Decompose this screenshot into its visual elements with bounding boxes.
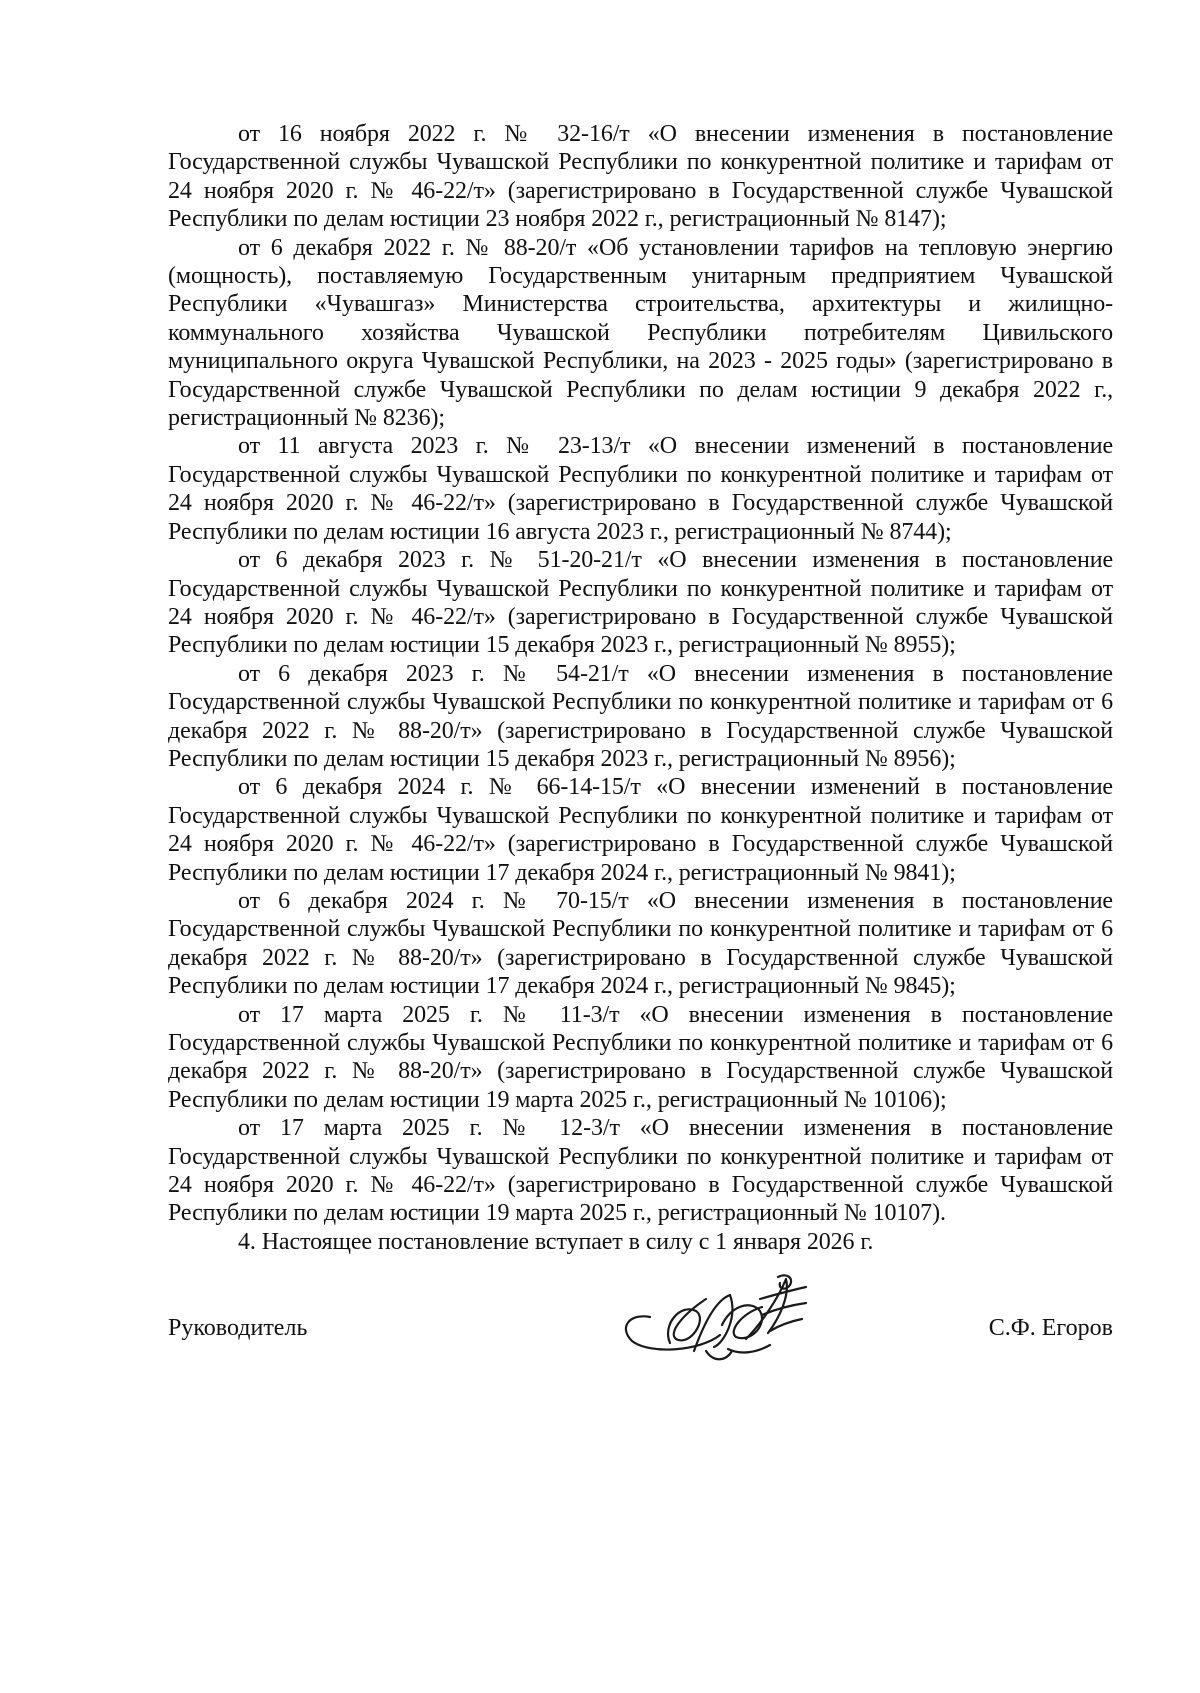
signatory-name: С.Ф. Егоров: [988, 1315, 1113, 1341]
handwritten-signature: [610, 1255, 820, 1365]
paragraph-item-7: от 6 декабря 2024 г. № 70-15/т «О внесении изменения в постановление Государственной службы Чувашской Республики по конкурентной политике и тарифам от 6 декабря 2022 г. № 88-20/т» (зарегистрировано в Государственной службе Чувашской Республики по делам юстиции 17 декабря 2024 г., регистрационный № 9845);: [168, 887, 1113, 1000]
signature-block: [168, 1255, 1113, 1355]
paragraph-item-5: от 6 декабря 2023 г. № 54-21/т «О внесении изменения в постановление Государственной службы Чувашской Республики по конкурентной политике и тарифам от 6 декабря 2022 г. № 88-20/т» (зарегистрировано в Государственной службе Чувашской Республики по делам юстиции 15 декабря 2023 г., регистрационный № 8956);: [168, 660, 1113, 772]
paragraph-item-8: от 17 марта 2025 г. № 11-3/т «О внесении изменения в постановление Государственной службы Чувашской Республики по конкурентной политике и тарифам от 6 декабря 2022 г. № 88-20/т» (зарегистрировано в Государственной службе Чувашской Республики по делам юстиции 19 марта 2025 г., регистрационный № 10106);: [168, 1001, 1113, 1113]
paragraph-item-9: от 17 марта 2025 г. № 12-3/т «О внесении изменения в постановление Государственной службы Чувашской Республики по конкурентной политике и тарифам от 24 ноября 2020 г. № 46-22/т» (зарегистрировано в Государственной службе Чувашской Республики по делам юстиции 19 марта 2025 г., регистрационный № 10107).: [168, 1115, 1113, 1227]
paragraph-item-1: от 16 ноября 2022 г. № 32-16/т «О внесении изменения в постановление Государственной службы Чувашской Республики по конкурентной политике и тарифам от 24 ноября 2020 г. № 46-22/т» (зарегистрировано в Государственной службе Чувашской Республики по делам юстиции 23 ноября 2022 г., регистрационный № 8147);: [168, 121, 1113, 233]
paragraph-item-4: от 6 декабря 2023 г. № 51-20-21/т «О внесении изменения в постановление Государственной службы Чувашской Республики по конкурентной политике и тарифам от 24 ноября 2020 г. № 46-22/т» (зарегистрировано в Государственной службе Чувашской Республики по делам юстиции 15 декабря 2023 г., регистрационный № 8955);: [168, 547, 1113, 659]
effective-date-clause: 4. Настоящее постановление вступает в силу с 1 января 2026 г.: [238, 1228, 874, 1255]
signatory-title: Руководитель: [168, 1315, 308, 1341]
paragraph-item-6: от 6 декабря 2024 г. № 66-14-15/т «О внесении изменений в постановление Государственной службы Чувашской Республики по конкурентной политике и тарифам от 24 ноября 2020 г. № 46-22/т» (зарегистрировано в Государственной службе Чувашской Республики по делам юстиции 17 декабря 2024 г., регистрационный № 9841);: [168, 774, 1113, 886]
paragraph-item-3: от 11 августа 2023 г. № 23-13/т «О внесении изменений в постановление Государственной службы Чувашской Республики по конкурентной политике и тарифам от 24 ноября 2020 г. № 46-22/т» (зарегистрировано в Государственной службе Чувашской Республики по делам юстиции 16 августа 2023 г., регистрационный № 8744);: [168, 433, 1113, 545]
document-body: [168, 120, 1113, 1256]
paragraph-item-2: от 6 декабря 2022 г. № 88-20/т «Об установлении тарифов на тепловую энергию (мощность), поставляемую Государственным унитарным предприятием Чувашской Республики «Чувашгаз» Министерства строительства, архитектуры и жилищно-коммунального хозяйства Чувашской Республики потребителям Цивильского муниципального округа Чувашской Республики, на 2023 - 2025 годы» (зарегистрировано в Государственной службе Чувашской Республики по делам юстиции 9 декабря 2022 г., регистрационный № 8236);: [168, 234, 1113, 432]
